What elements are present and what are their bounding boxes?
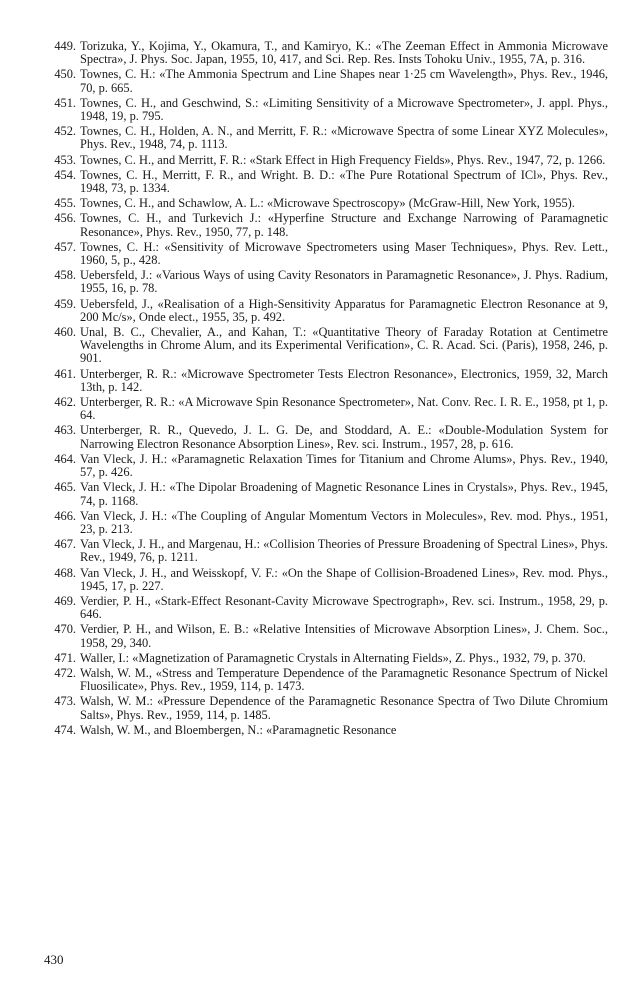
reference-entry [46,652,608,665]
reference-text: Townes, C. H.: «The Ammonia Spectrum and Line Shapes near 1·25 cm Wavelength», Phys. Rev., 1946, 70, p. 665. [80,67,608,95]
reference-entry [46,567,608,593]
reference-number: 473. [54,694,76,709]
reference-entry [46,595,608,621]
reference-number: 458. [54,268,76,283]
reference-number: 466. [54,508,76,523]
reference-number: 470. [54,622,76,637]
reference-number: 460. [54,325,76,340]
reference-text: Verdier, P. H., and Wilson, E. B.: «Relative Intensities of Microwave Absorption Lines», J. Chem. Soc., 1958, 29, 340. [80,622,608,650]
reference-number: 459. [54,296,76,311]
reference-text: Van Vleck, J. H., and Margenau, H.: «Collision Theories of Pressure Broadening of Spectral Lines», Phys. Rev., 1949, 76, p. 1211. [80,537,608,565]
reference-number: 451. [54,95,76,110]
reference-text: Unterberger, R. R.: «Microwave Spectrometer Tests Electron Resonance», Electronics, 1959, 32, March 13th, p. 142. [80,366,608,394]
reference-text: Uebersfeld, J., «Realisation of a High-Sensitivity Apparatus for Paramagnetic Electron Resonance at 9, 200 Mc/s», Onde elect., 1955, 35, p. 492. [80,296,608,324]
reference-entry [46,481,608,507]
reference-number: 467. [54,537,76,552]
reference-number: 452. [54,124,76,139]
reference-text: Walsh, W. M., «Stress and Temperature Dependence of the Paramagnetic Resonance Spectrum of Nickel Fluosilicate», Phys. Rev., 1959, 114, p. 1473. [80,665,608,694]
reference-text: Van Vleck, J. H.: «The Dipolar Broadening of Magnetic Resonance Lines in Crystals», Phys. Rev., 1945, 74, p. 1168. [80,480,608,508]
reference-text: Uebersfeld, J.: «Various Ways of using Cavity Resonators in Paramagnetic Resonance», J. Phys. Radium, 1955, 16, p. 78. [80,268,608,296]
reference-number: 461. [54,366,76,381]
reference-entry [46,298,608,324]
reference-number: 457. [54,239,76,254]
reference-number: 472. [54,665,76,680]
reference-entry [46,453,608,479]
reference-entry [46,538,608,564]
reference-entry [46,724,608,737]
reference-entry [46,212,608,238]
reference-number: 464. [54,451,76,466]
reference-text: Walsh, W. M.: «Pressure Dependence of the Paramagnetic Resonance Spectra of Two Dilute Chromium Salts», Phys. Rev., 1959, 114, p. 1485. [80,694,608,722]
reference-number: 474. [54,722,76,737]
reference-text: Verdier, P. H., «Stark-Effect Resonant-Cavity Microwave Spectrograph», Rev. sci. Instrum., 1958, 29, p. 646. [80,593,608,622]
reference-entry [46,396,608,422]
reference-text: Townes, C. H., Merritt, F. R., and Wright. B. D.: «The Pure Rotational Spectrum of ICl», Phys. Rev., 1948, 73, p. 1334. [80,167,608,196]
reference-entry [46,169,608,195]
reference-entry [46,326,608,366]
reference-number: 450. [54,67,76,82]
reference-text: Unterberger, R. R., Quevedo, J. L. G. De, and Stoddard, A. E.: «Double-Modulation System for Narrowing Electron Resonance Absorption Lines», Rev. sci. Instrum., 1957, 28, p. 616. [80,423,608,451]
reference-text: Townes, C. H., and Merritt, F. R.: «Stark Effect in High Frequency Fields», Phys. Rev., 1947, 72, p. 1266. [80,152,606,167]
reference-text: Townes, C. H.: «Sensitivity of Microwave Spectrometers using Maser Techniques», Phys. Rev. Lett., 1960, 5, p., 428. [80,239,608,268]
reference-entry [46,241,608,267]
reference-entry [46,40,608,66]
reference-number: 456. [54,211,76,226]
reference-number: 468. [54,565,76,580]
reference-entry [46,125,608,151]
reference-entry [46,695,608,721]
reference-number: 454. [54,167,76,182]
reference-entry [46,68,608,94]
reference-entry [46,623,608,649]
reference-number: 469. [54,593,76,608]
reference-entry [46,197,608,210]
reference-entry [46,368,608,394]
reference-number: 463. [54,423,76,438]
reference-text: Van Vleck, J. H., and Weisskopf, V. F.: «On the Shape of Collision-Broadened Lines», Rev. mod. Phys., 1945, 17, p. 227. [80,565,608,593]
reference-entry [46,269,608,295]
reference-number: 453. [54,152,76,167]
reference-number: 462. [54,395,76,410]
reference-text: Townes, C. H., and Turkevich J.: «Hyperfine Structure and Exchange Narrowing of Paramagnetic Resonance», Phys. Rev., 1950, 77, p. 148. [80,211,608,239]
reference-text: Waller, I.: «Magnetization of Paramagnetic Crystals in Alternating Fields», Z. Phys., 1932, 79, p. 370. [80,650,586,665]
reference-entry [46,510,608,536]
reference-text: Torizuka, Y., Kojima, Y., Okamura, T., and Kamiryo, K.: «The Zeeman Effect in Ammonia Microwave Spectra», J. Phys. Soc. Japan, 1955, 10, 417, and Sci. Rep. Res. Insts Tohoku Univ., 1955, 7A, p. 316. [80,39,608,67]
reference-entry [46,424,608,450]
reference-text: Van Vleck, J. H.: «Paramagnetic Relaxation Times for Titanium and Chrome Alums», Phys. Rev., 1940, 57, p. 426. [80,451,608,480]
reference-text: Unterberger, R. R.: «A Microwave Spin Resonance Spectrometer», Nat. Conv. Rec. I. R. E., 1958, pt 1, p. 64. [80,395,608,423]
reference-list [46,40,608,739]
reference-text: Townes, C. H., and Schawlow, A. L.: «Microwave Spectroscopy» (McGraw-Hill, New York, 1955). [80,196,575,211]
reference-text: Van Vleck, J. H.: «The Coupling of Angular Momentum Vectors in Molecules», Rev. mod. Phys., 1951, 23, p. 213. [80,508,608,536]
reference-text: Townes, C. H., Holden, A. N., and Merritt, F. R.: «Microwave Spectra of some Linear XYZ Molecules», Phys. Rev., 1948, 74, p. 1113. [80,124,608,152]
reference-text: Walsh, W. M., and Bloembergen, N.: «Paramagnetic Resonance [80,722,397,737]
reference-entry [46,154,608,167]
reference-number: 471. [54,650,76,665]
reference-entry [46,97,608,123]
reference-text: Townes, C. H., and Geschwind, S.: «Limiting Sensitivity of a Microwave Spectrometer», J. appl. Phys., 1948, 19, p. 795. [80,95,608,124]
reference-number: 455. [54,196,76,211]
reference-text: Unal, B. C., Chevalier, A., and Kahan, T.: «Quantitative Theory of Faraday Rotation at Centimetre Wavelengths in Chrome Alum, and its Experimental Verification», C. R. Acad. Sci. (Paris), 1958, 246, p. 901. [80,325,608,366]
reference-entry [46,667,608,693]
page-number: 430 [44,952,64,967]
reference-number: 449. [54,39,76,53]
reference-number: 465. [54,480,76,495]
